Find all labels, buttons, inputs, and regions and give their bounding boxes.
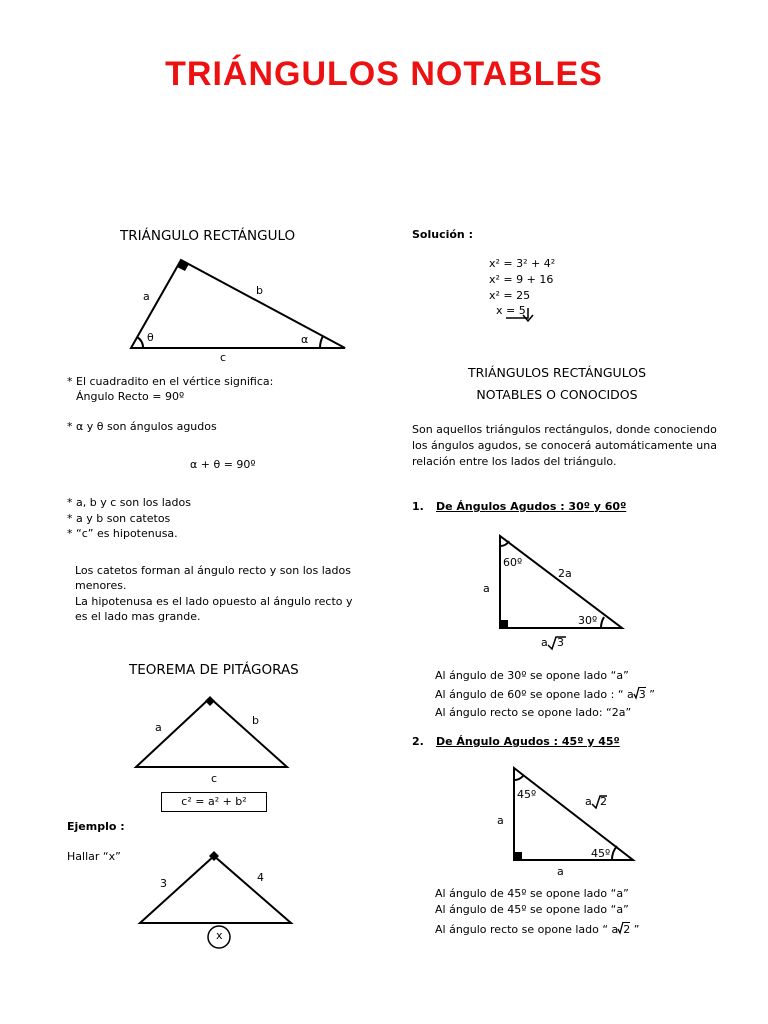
intro-line-3: relación entre los lados del triángulo. <box>412 455 617 468</box>
triangle-5-shape <box>514 768 633 860</box>
tri4-label-a-root3-a: a <box>541 636 548 649</box>
sqrt-symbol-icon <box>634 686 639 698</box>
tri4-label-a-root3-n: 3 <box>557 636 564 649</box>
tri2-label-b: b <box>252 714 259 727</box>
item1-line-2-post: ” <box>645 688 655 701</box>
item2-title: De Ángulo Agudos : 45º y 45º <box>436 735 620 748</box>
right-angle-square-5 <box>514 852 522 860</box>
tri5-label-a-bottom: a <box>557 865 564 878</box>
sol-line-3: x² = 25 <box>489 289 531 302</box>
tri5-label-45-bottom: 45º <box>591 847 611 860</box>
right-angle-square-2 <box>205 696 215 706</box>
heading-triangulo-rectangulo: TRIÁNGULO RECTÁNGULO <box>120 228 296 244</box>
item2-line-2: Al ángulo de 45º se opone lado “a” <box>435 903 629 916</box>
item2-line-3 <box>435 921 639 938</box>
right-angle-square-4 <box>500 620 508 628</box>
hallar-x: Hallar “x” <box>67 850 121 863</box>
item1-line-2-pre: Al ángulo de 60º se opone lado : “ a <box>435 688 634 701</box>
tri2-label-a: a <box>155 721 162 734</box>
tri1-label-a: a <box>143 290 150 303</box>
item2-number: 2. <box>412 735 424 748</box>
heading-notables-1: TRIÁNGULOS RECTÁNGULOS <box>467 365 646 380</box>
tri4-label-30: 30º <box>578 614 598 627</box>
item1-line-2 <box>435 686 655 703</box>
page-title: TRIÁNGULOS NOTABLES <box>165 55 603 93</box>
para-line-2: menores. <box>75 579 127 592</box>
tri4-label-a: a <box>483 582 490 595</box>
sqrt-symbol-icon-2 <box>618 921 623 933</box>
theta-arc <box>137 337 143 348</box>
tri5-label-a-root2-n: 2 <box>600 795 607 808</box>
equation-angles: α + θ = 90º <box>190 458 256 471</box>
fortyfive-bottom-arc <box>612 846 617 860</box>
solucion-label: Solución : <box>412 228 473 241</box>
right-angle-square <box>177 260 189 271</box>
intro-line-1: Son aquellos triángulos rectángulos, donde conociendo <box>412 423 717 436</box>
item2-line-3-root: 2 <box>623 923 631 936</box>
item1-line-3: Al ángulo recto se opone lado: “2a” <box>435 706 632 719</box>
tri1-label-alpha: α <box>301 333 309 346</box>
bullet-catetos: * a y b son catetos <box>67 512 171 525</box>
intro-line-2: los ángulos agudos, se conocerá automáticamente una <box>412 439 717 452</box>
tri5-label-a-left: a <box>497 814 504 827</box>
heading-teorema-pitagoras: TEOREMA DE PITÁGORAS <box>129 662 299 678</box>
right-angle-square-3 <box>209 851 219 861</box>
alpha-arc <box>320 336 323 348</box>
bullet-lados: * a, b y c son los lados <box>67 496 191 509</box>
item1-number: 1. <box>412 500 424 513</box>
tri3-label-4: 4 <box>257 871 264 884</box>
tri1-label-b: b <box>256 284 263 297</box>
sixty-arc <box>500 541 509 546</box>
item2-line-1: Al ángulo de 45º se opone lado “a” <box>435 887 629 900</box>
para-line-4: es el lado mas grande. <box>75 610 201 623</box>
item1-title: De Ángulos Agudos : 30º y 60º <box>436 500 627 513</box>
item2-line-3-pre: Al ángulo recto se opone lado “ a <box>435 923 619 936</box>
tri1-label-c: c <box>220 351 227 364</box>
note-angulos-agudos: * α y θ son ángulos agudos <box>67 420 217 433</box>
tri4-label-2a: 2a <box>558 567 572 580</box>
heading-notables-2: NOTABLES O CONOCIDOS <box>476 387 638 402</box>
bullet-hipotenusa: * “c” es hipotenusa. <box>67 527 178 540</box>
tri1-label-theta: θ <box>147 331 154 344</box>
tri5-label-45-top: 45º <box>517 788 537 801</box>
item2-line-3-post: ” <box>630 923 640 936</box>
tri3-label-3: 3 <box>160 877 167 890</box>
item1-line-1: Al ángulo de 30º se opone lado “a” <box>435 669 629 682</box>
para-line-1: Los catetos forman al ángulo recto y son los lados <box>75 564 351 577</box>
tri3-label-x: x <box>216 929 223 942</box>
note-cuadradito: * El cuadradito en el vértice significa: <box>67 375 274 388</box>
para-line-3: La hipotenusa es el lado opuesto al ángulo recto y <box>75 595 353 608</box>
note-angulo-recto: Ángulo Recto = 90º <box>76 390 185 403</box>
sol-line-2: x² = 9 + 16 <box>489 273 554 286</box>
tri2-label-c: c <box>211 772 218 785</box>
sol-line-4: x = 5 <box>496 304 526 317</box>
triangle-1-shape <box>131 260 345 348</box>
sol-line-1: x² = 3² + 4² <box>489 257 556 270</box>
ejemplo-label: Ejemplo : <box>67 820 125 833</box>
pythagoras-formula: c² = a² + b² <box>161 792 267 812</box>
item1-line-2-root: 3 <box>638 688 646 701</box>
triangle-4-shape <box>500 536 622 628</box>
fortyfive-top-arc <box>514 776 523 780</box>
tri5-label-a-root2-a: a <box>585 795 592 808</box>
tri4-label-60: 60º <box>503 556 523 569</box>
thirty-arc <box>601 617 604 628</box>
